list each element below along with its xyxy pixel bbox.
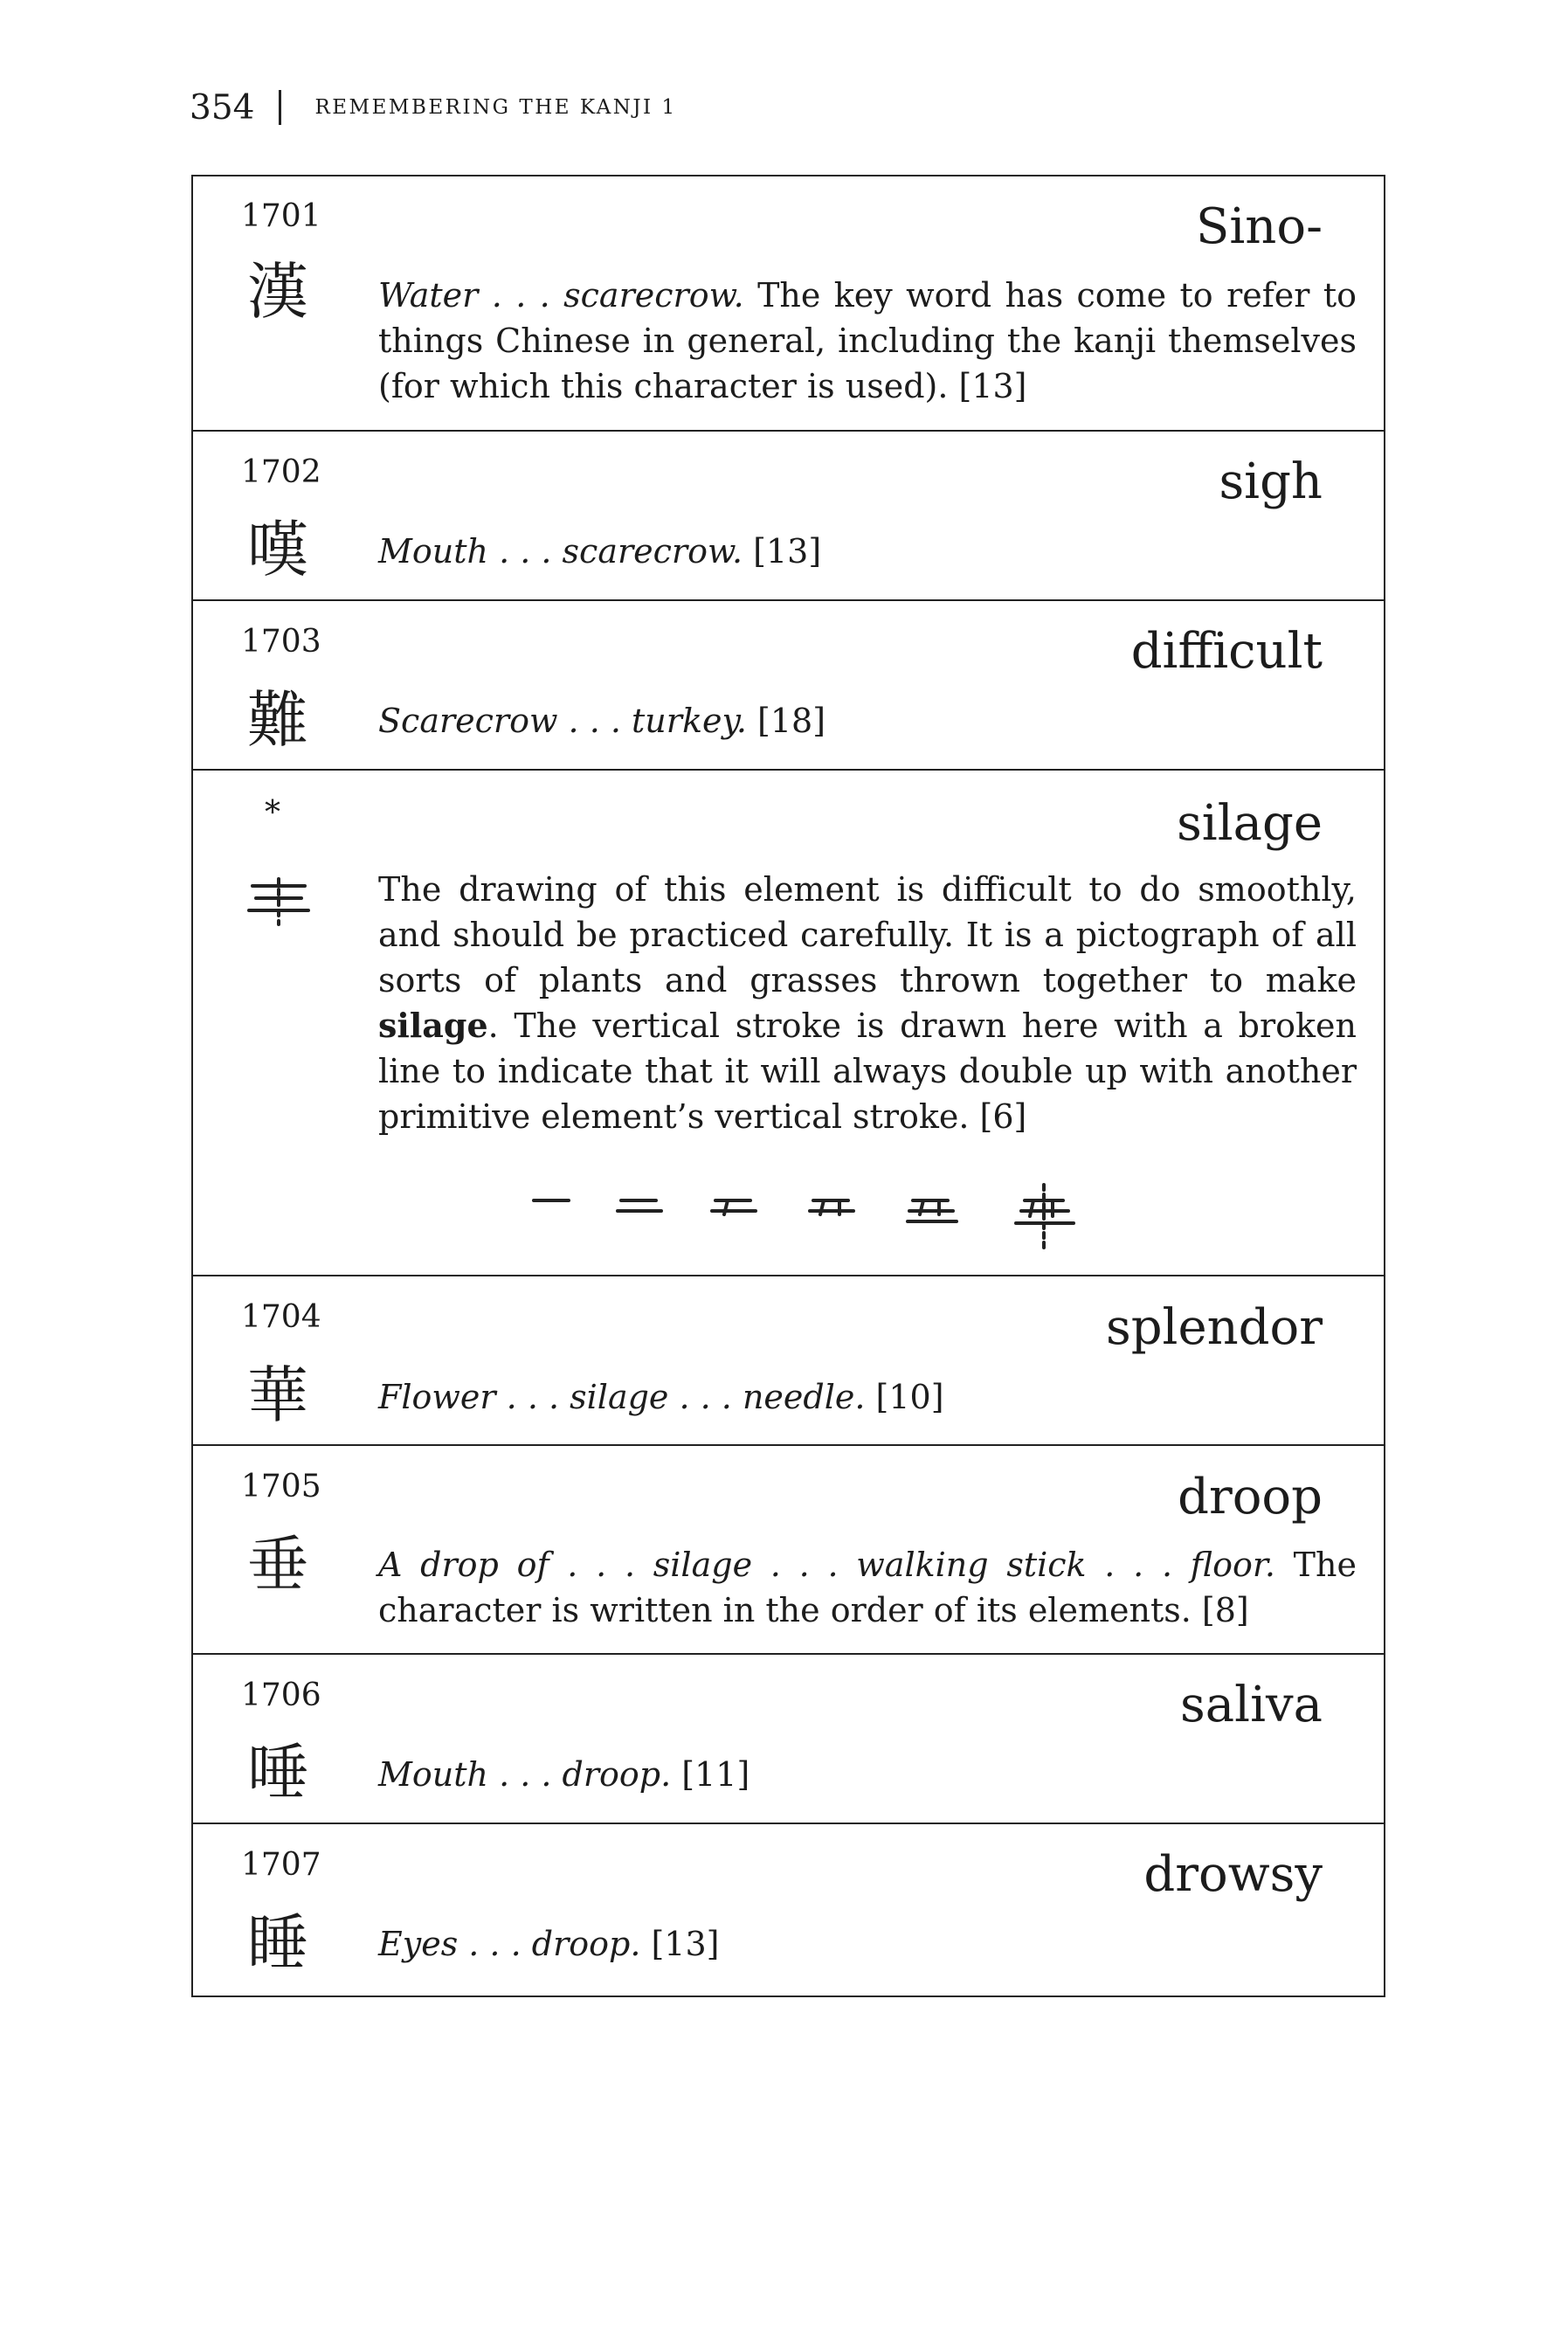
entry-keyword: silage — [1177, 795, 1323, 852]
entry-keyword: difficult — [1130, 623, 1323, 680]
row-divider — [193, 599, 1384, 601]
entry-kanji: 漢 — [247, 256, 308, 328]
entry-kanji: 難 — [247, 684, 308, 756]
row-divider — [193, 769, 1384, 771]
entry-keyword: saliva — [1180, 1677, 1323, 1733]
story-text: The drawing of this element is difficult to do smoothly, and should be practiced carefully. It is a pictograph of all sorts of plants and grasses thrown together to make — [378, 870, 1357, 999]
entry-number: 1701 — [241, 198, 321, 234]
story-italic: Water . . . scarecrow. — [378, 276, 744, 315]
entry-story — [378, 1752, 1357, 1797]
header-divider — [279, 90, 281, 125]
story-italic: Mouth . . . droop. — [378, 1755, 672, 1794]
entry-kanji: 睡 — [247, 1907, 308, 1979]
row-divider — [193, 1444, 1384, 1446]
story-italic: A drop of . . . silage . . . walking stick . . . floor. — [378, 1546, 1275, 1584]
row-divider — [193, 1653, 1384, 1655]
entry-kanji: 嘆 — [247, 514, 308, 585]
entry-number: 1704 — [241, 1299, 321, 1335]
entry-story — [378, 1374, 1357, 1420]
story-italic: Mouth . . . scarecrow. — [378, 532, 743, 571]
entry-keyword: droop — [1178, 1469, 1323, 1525]
story-text: The character is written in the order of its elements. [8] — [378, 1546, 1357, 1629]
primitive-marker: * — [265, 795, 280, 831]
silage-primitive-glyph — [244, 875, 314, 928]
stroke-step-6 — [1005, 1181, 1084, 1251]
entry-story — [378, 867, 1357, 1139]
stroke-step-2 — [618, 1200, 661, 1211]
book-title: REMEMBERING THE KANJI 1 — [314, 96, 677, 119]
story-text: . The vertical stroke is drawn here with a broken line to indicate that it will always double up with another primitive element’s vertical stroke. [6] — [378, 1006, 1357, 1136]
row-divider — [193, 1275, 1384, 1276]
story-text: [13] — [743, 532, 822, 571]
story-text: [18] — [746, 702, 826, 740]
entry-number: 1705 — [241, 1469, 321, 1504]
entry-story — [378, 1921, 1357, 1967]
story-text: [11] — [671, 1755, 750, 1794]
entry-story — [378, 273, 1357, 409]
entry-story — [378, 1542, 1357, 1633]
entry-number: 1706 — [241, 1677, 321, 1713]
entry-keyword: sigh — [1219, 453, 1323, 510]
entry-kanji: 唾 — [247, 1737, 308, 1809]
story-italic: Eyes . . . droop. — [378, 1925, 641, 1963]
running-head — [190, 86, 677, 129]
entry-number: 1707 — [241, 1847, 321, 1883]
entry-keyword: Sino- — [1196, 198, 1323, 255]
stroke-step-4 — [810, 1200, 853, 1214]
stroke-step-3 — [712, 1200, 756, 1214]
row-divider — [193, 1823, 1384, 1824]
story-bold: silage — [378, 1006, 488, 1045]
story-italic: Flower . . . silage . . . needle. — [378, 1378, 866, 1416]
entry-keyword: splendor — [1105, 1299, 1323, 1356]
entry-keyword: drowsy — [1143, 1846, 1323, 1903]
story-text: [10] — [865, 1378, 944, 1416]
entry-number: 1702 — [241, 454, 321, 490]
page-number: 354 — [190, 87, 255, 128]
stroke-order-diagram — [525, 1181, 962, 1251]
entry-kanji: 垂 — [247, 1529, 308, 1601]
entry-story — [378, 529, 1357, 574]
story-text: [13] — [640, 1925, 720, 1963]
story-italic: Scarecrow . . . turkey. — [378, 702, 747, 740]
entry-story — [378, 698, 1357, 744]
entry-kanji: 華 — [247, 1359, 308, 1431]
entries-frame — [191, 175, 1385, 1997]
stroke-step-5 — [908, 1200, 957, 1221]
row-divider — [193, 430, 1384, 432]
story-text: The key word has come to refer to things Chinese in general, including the kanji themselves (for which this character is used). [13] — [378, 276, 1357, 405]
entry-number: 1703 — [241, 624, 321, 660]
